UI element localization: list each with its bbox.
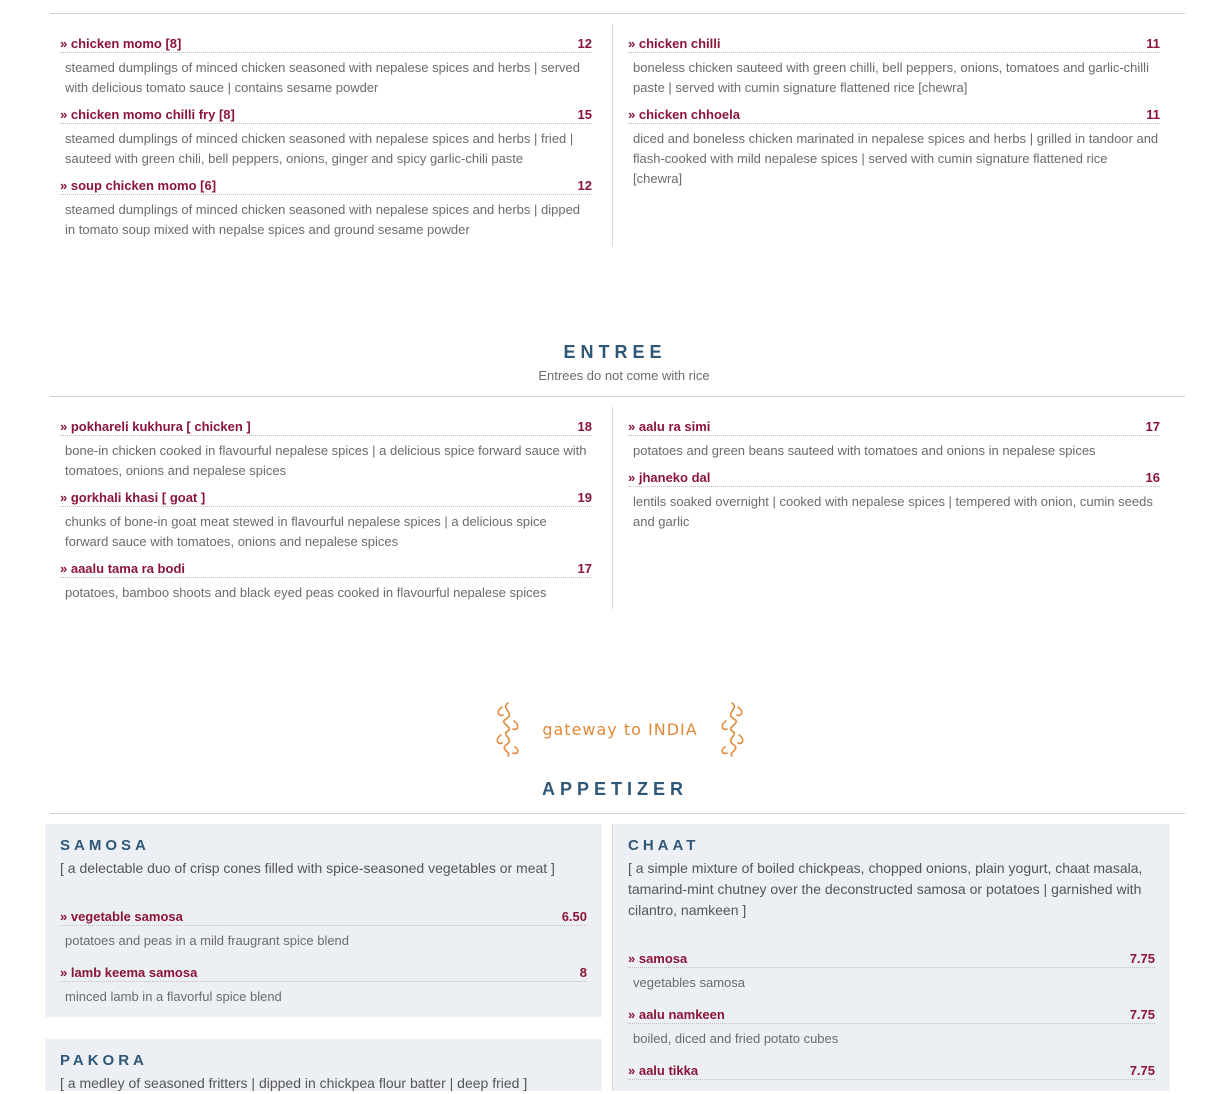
panel-title: PAKORA [60,1052,148,1069]
panel-title: SAMOSA [60,837,150,854]
menu-item [60,965,587,1007]
panel-description: [ a simple mixture of boiled chickpeas, chopped onions, plain yogurt, chaat masala, tamarind-mint chutney over the deconstructed samosa or potatoes | garnished with cilantro, namkeen ] [628,860,1143,918]
item-price: 12 [577,36,592,51]
entree-left-column [60,419,592,612]
item-price: 17 [577,561,592,576]
item-name: » chicken momo [8] [60,36,182,51]
menu-item [628,107,1160,189]
samosa-panel-content [60,824,587,1016]
item-description: potatoes and peas in a mild fraugrant spice blend [65,933,350,948]
momo-left-column [60,36,592,249]
item-description: diced and boneless chicken marinated in nepalese spices and herbs | grilled in tandoor and flash-cooked with mild nepalese spices | served with cumin signature flattened rice [chewra] [633,131,1159,186]
section-subtitle-entree: Entrees do not come with rice [538,368,710,383]
top-divider [50,13,1185,14]
item-price: 11 [1146,36,1160,51]
item-price: 18 [577,419,592,434]
item-name: » aaalu tama ra bodi [60,561,185,576]
item-name: » chicken chhoela [628,107,740,122]
menu-item [60,107,592,169]
entree-divider [50,396,1185,397]
item-name: » chicken momo chilli fry [8] [60,107,235,122]
item-price: 11 [1146,107,1160,122]
item-description: steamed dumplings of minced chicken seasoned with nepalese spices and herbs | served with delicious tomato sauce | contains sesame powder [65,60,581,95]
menu-item [60,909,587,951]
item-name: » chicken chilli [628,36,721,51]
momo-right-column [628,36,1160,198]
panel-description: [ a medley of seasoned fritters | dipped in chickpea flour batter | deep fried ] [60,1075,528,1091]
item-name: » aalu tikka [628,1063,699,1078]
menu-item [60,490,592,552]
menu-item [60,178,592,240]
item-description: bone-in chicken cooked in flavourful nepalese spices | a delicious spice forward sauce with tomatoes, onions and nepalese spices [65,443,587,478]
item-description: boneless chicken sauteed with green chilli, bell peppers, onions, tomatoes and garlic-chilli paste | served with cumin signature flattened rice [chewra] [633,60,1149,95]
item-price: 8 [579,965,587,980]
item-price: 7.75 [1129,1063,1155,1078]
item-description: potatoes, bamboo shoots and black eyed peas cooked in flavourful nepalese spices [65,585,547,600]
menu-item [628,1007,1155,1049]
item-name: » aalu ra simi [628,419,711,434]
momo-column-divider [612,24,613,246]
menu-item [60,36,592,98]
panel-description: [ a delectable duo of crisp cones filled with spice-seasoned vegetables or meat ] [60,860,555,876]
chaat-panel [613,824,1170,1091]
item-description: minced lamb in a flavorful spice blend [65,989,282,1004]
menu-item [628,1063,1155,1080]
item-name: » jhaneko dal [628,470,711,485]
section-title-appetizer: APPETIZER [541,779,688,799]
item-description: lentils soaked overnight | cooked with nepalese spices | tempered with onion, cumin seeds and garlic [633,494,1153,529]
panel-title: CHAAT [628,837,700,854]
samosa-panel [45,824,602,1017]
item-name: » soup chicken momo [6] [60,178,217,193]
item-price: 7.75 [1129,951,1155,966]
menu-item [60,561,592,603]
item-price: 17 [1145,419,1160,434]
entree-column-divider [612,407,613,609]
item-name: » pokhareli kukhura [ chicken ] [60,419,251,434]
menu-item [628,419,1160,461]
ornament-right-icon [718,701,746,757]
pakora-panel [45,1039,602,1091]
menu-item [628,470,1160,532]
item-price: 12 [577,178,592,193]
chaat-panel-content [628,824,1155,1089]
logo-text: gateway to INDIA [542,719,698,739]
item-description: steamed dumplings of minced chicken seasoned with nepalese spices and herbs | fried | sauteed with green chili, bell peppers, onions, ginger and spicy garlic-chili paste [65,131,574,166]
item-name: » vegetable samosa [60,909,183,924]
item-price: 16 [1145,470,1160,485]
item-name: » aalu namkeen [628,1007,725,1022]
gateway-to-india-logo [494,700,746,758]
item-description: boiled, diced and fried potato cubes [633,1031,839,1046]
item-description: steamed dumplings of minced chicken seasoned with nepalese spices and herbs | dipped in tomato soup mixed with nepalse spices and ground sesame powder [65,202,581,237]
menu-item [628,36,1160,98]
item-description: chunks of bone-in goat meat stewed in flavourful nepalese spices | a delicious spice forward sauce with tomatoes, onions and nepalese spices [65,514,547,549]
entree-right-column [628,419,1160,541]
appetizer-divider [50,813,1185,814]
section-title-entree: ENTREE [563,342,667,362]
item-name: » samosa [628,951,688,966]
item-price: 7.75 [1129,1007,1155,1022]
menu-item [628,951,1155,993]
pakora-panel-content [60,1039,587,1094]
item-description: potatoes and green beans sauteed with tomatoes and onions in nepalese spices [633,443,1096,458]
ornament-left-icon [494,701,522,757]
menu-item [60,419,592,481]
item-price: 19 [577,490,592,505]
item-name: » lamb keema samosa [60,965,198,980]
item-price: 6.50 [561,909,587,924]
item-description: vegetables samosa [633,975,746,990]
item-name: » gorkhali khasi [ goat ] [60,490,206,505]
item-price: 15 [577,107,592,122]
